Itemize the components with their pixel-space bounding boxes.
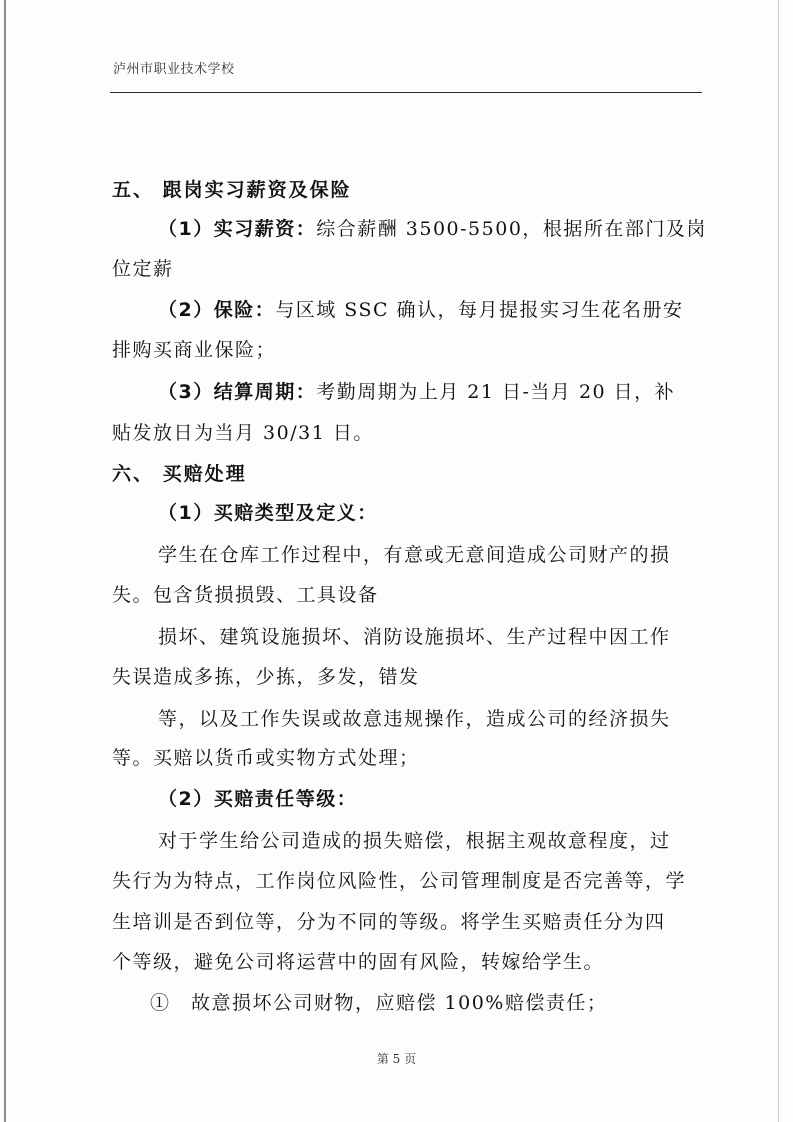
s6-p2-line2: 失误造成多拣，少拣，多发，错发: [112, 666, 420, 688]
s6-level1: ① 故意损坏公司财物，应赔偿 100%赔偿责任；: [150, 992, 608, 1014]
s5-item3-label: （3）结算周期：: [158, 381, 317, 403]
s5-item1: [158, 216, 707, 242]
section-6-title: 六、 买赔处理: [112, 463, 247, 485]
s5-item1-cont: 位定薪: [112, 258, 174, 280]
header-school-name: 泸州市职业技术学校: [113, 62, 235, 77]
s5-item3: [158, 379, 675, 405]
s6-item2-label: （2）买赔责任等级：: [158, 788, 358, 810]
page-number: 第 5 页: [376, 1052, 417, 1066]
s6-p4-line2: 失行为为特点，工作岗位风险性，公司管理制度是否完善等，学: [112, 870, 687, 892]
s5-item1-label: （1）实习薪资：: [158, 218, 317, 240]
s6-p3-line2: 等。买赔以货币或实物方式处理；: [112, 747, 420, 769]
s5-item2-text: 与区域 SSC 确认，每月提报实习生花名册安: [275, 299, 684, 321]
s6-p4-line4: 个等级，避免公司将运营中的固有风险，转嫁给学生。: [112, 951, 605, 973]
scan-edge-left: [4, 0, 6, 1122]
header-divider: [110, 92, 702, 93]
s6-p4-line1: 对于学生给公司造成的损失赔偿，根据主观故意程度，过: [158, 830, 671, 852]
scan-edge-right: [778, 0, 779, 1122]
s5-item3-text: 考勤周期为上月 21 日-当月 20 日，补: [316, 381, 676, 403]
s6-p3-line1: 等，以及工作失误或故意违规操作，造成公司的经济损失: [158, 708, 671, 730]
s5-item3-cont: 贴发放日为当月 30/31 日。: [112, 422, 374, 444]
s5-item1-text: 综合薪酬 3500-5500，根据所在部门及岗: [316, 218, 707, 240]
section-5-title: 五、 跟岗实习薪资及保险: [112, 179, 352, 201]
s6-p1-line2: 失。包含货损损毁、工具设备: [112, 584, 379, 606]
s5-item2-label: （2）保险：: [158, 299, 276, 321]
s6-p4-line3: 生培训是否到位等，分为不同的等级。将学生买赔责任分为四: [112, 911, 666, 933]
s6-item1-label: （1）买赔类型及定义：: [158, 502, 378, 524]
s5-item2-cont: 排购买商业保险；: [112, 339, 277, 361]
s6-p2-line1: 损坏、建筑设施损坏、消防设施损坏、生产过程中因工作: [158, 626, 671, 648]
s5-item2: [158, 297, 684, 323]
s6-p1-line1: 学生在仓库工作过程中，有意或无意间造成公司财产的损: [158, 544, 671, 566]
